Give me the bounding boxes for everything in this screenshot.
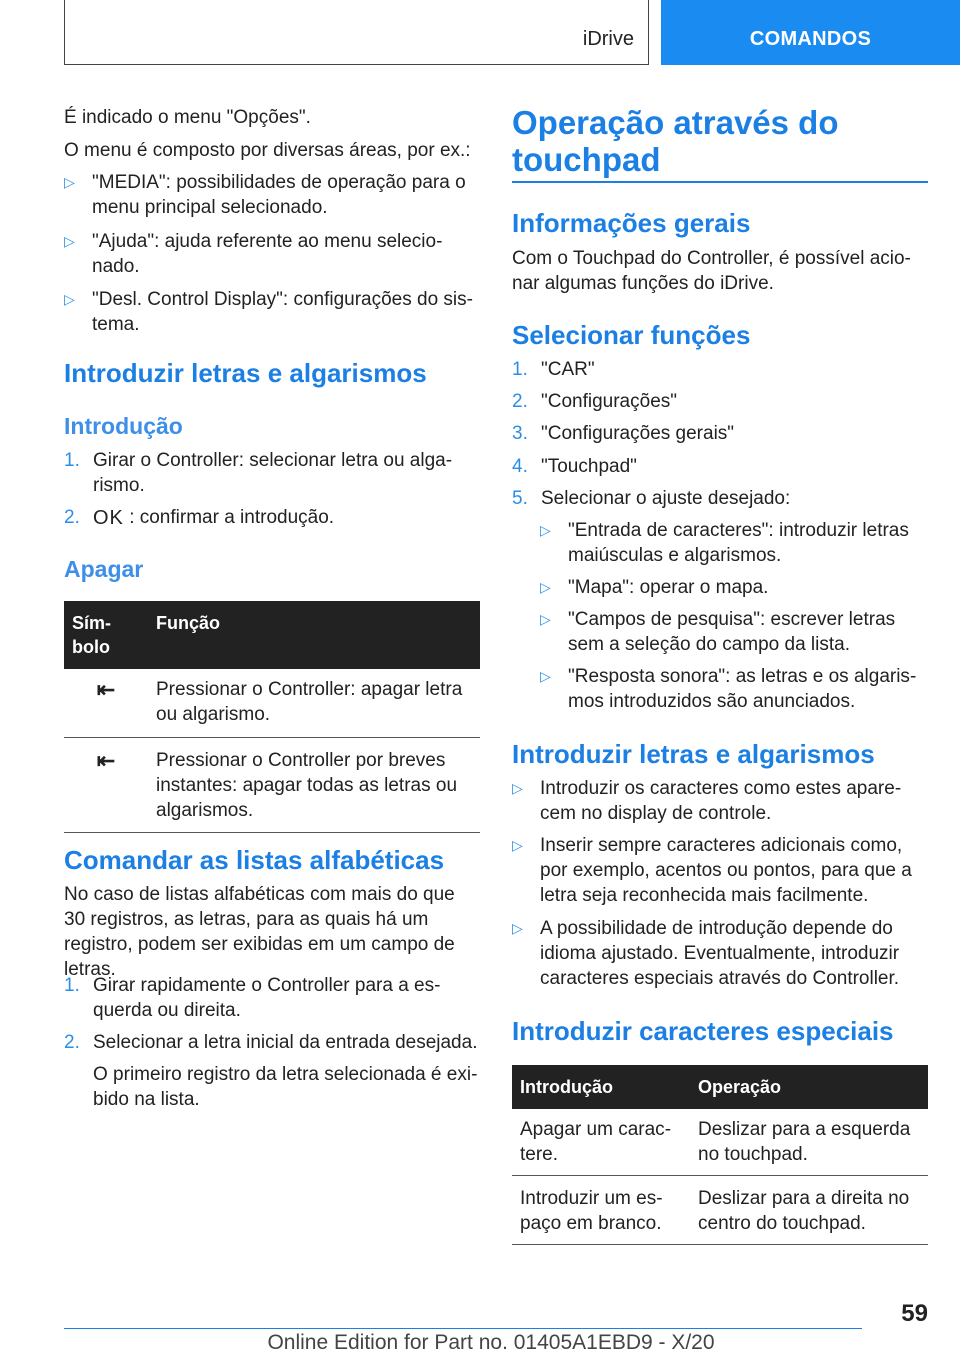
- table-header: Símbolo: [64, 601, 148, 669]
- list-item: ▷ "Desl. Control Display": configurações do sistema.: [64, 289, 473, 335]
- section-heading-special: Introduzir caracteres especiais: [512, 1016, 894, 1046]
- section-heading-info: Informações gerais: [512, 208, 751, 238]
- triangle-bullet-icon: ▷: [64, 291, 75, 307]
- lists-paragraph: No caso de listas alfabéticas com mais do que 30 registros, as letras, para as quais há um registro, podem ser exibidas em um campo de letras.: [64, 884, 455, 980]
- list-item: 2. "Configurações": [512, 391, 678, 412]
- header-chapter-tab: [661, 0, 960, 65]
- subheading-intro: Introdução: [64, 413, 183, 439]
- table-header: Operação: [690, 1065, 928, 1109]
- table-row: [512, 1109, 928, 1176]
- intro-line-2: O menu é composto por diversas áreas, por ex.:: [64, 140, 471, 161]
- table-cell: Pressionar o Controller: apagar letra ou algarismo.: [148, 669, 480, 738]
- list-item: 3. "Configurações gerais": [512, 423, 735, 444]
- list-item: 2. OK : confirmar a introdução.: [64, 507, 335, 529]
- delete-table: [64, 601, 480, 833]
- list-item: 1. Girar rapidamente o Controller para a esquerda ou direita.: [64, 975, 441, 1021]
- table-row: [64, 738, 480, 833]
- special-chars-table: [512, 1065, 928, 1245]
- list-item: ▷ "Mapa": operar o mapa.: [540, 577, 769, 598]
- table-header: Função: [148, 601, 480, 669]
- footer-text: Online Edition for Part no. 01405A1EBD9 - X/20: [267, 1331, 715, 1354]
- triangle-bullet-icon: ▷: [64, 233, 75, 249]
- triangle-bullet-icon: ▷: [64, 174, 75, 190]
- delete-arrow-icon: ⇤: [64, 669, 148, 738]
- title-rule: [512, 181, 928, 183]
- triangle-bullet-icon: ▷: [540, 522, 551, 538]
- table-row: [64, 669, 480, 738]
- list-item: 1. "CAR": [512, 359, 595, 380]
- table-cell: Introduzir um espaço em branco.: [512, 1176, 690, 1245]
- page-number: 59: [901, 1300, 928, 1327]
- header-chapter-label: COMANDOS: [749, 28, 872, 50]
- triangle-bullet-icon: ▷: [512, 780, 523, 796]
- triangle-bullet-icon: ▷: [512, 837, 523, 853]
- list-item: ▷ "Entrada de caracteres": introduzir letras maiúsculas e algarismos.: [540, 520, 909, 566]
- list-item: ▷ "MEDIA": possibilidades de operação para o menu principal selecionado.: [64, 172, 466, 218]
- section-heading-select: Selecionar funções: [512, 320, 751, 350]
- section-heading-lists: Comandar as listas alfabéticas: [64, 845, 445, 875]
- list-item: 5. Selecionar o ajuste desejado:: [512, 488, 791, 509]
- delete-arrow-icon: ⇤: [64, 738, 148, 833]
- table-header: Introdução: [512, 1065, 690, 1109]
- ok-icon: OK: [93, 507, 124, 529]
- list-item: ▷ "Ajuda": ajuda referente ao menu selecionado.: [64, 231, 443, 277]
- lists-note: O primeiro registro da letra selecionada é exibido na lista.: [93, 1064, 478, 1110]
- triangle-bullet-icon: ▷: [512, 920, 523, 936]
- section-heading-letters-right: Introduzir letras e algarismos: [512, 739, 875, 769]
- triangle-bullet-icon: ▷: [540, 579, 551, 595]
- list-item: 1. Girar o Controller: selecionar letra ou algarismo.: [64, 450, 453, 496]
- subheading-delete: Apagar: [64, 556, 144, 582]
- table-cell: Pressionar o Controller por breves instantes: apagar todas as letras ou algarismos.: [148, 738, 480, 833]
- table-cell: Deslizar para a direita no centro do touchpad.: [690, 1176, 928, 1245]
- triangle-bullet-icon: ▷: [540, 668, 551, 684]
- table-row: [512, 1176, 928, 1245]
- table-cell: Deslizar para a esquerda no touchpad.: [690, 1109, 928, 1176]
- header-section-label: iDrive: [582, 28, 634, 50]
- list-item: ▷ "Campos de pesquisa": escrever letras sem a seleção do campo da lista.: [540, 609, 896, 655]
- triangle-bullet-icon: ▷: [540, 611, 551, 627]
- page-title: Operação através do touchpad: [512, 104, 839, 178]
- header-section-tab: [64, 0, 649, 65]
- table-cell: Apagar um caractere.: [512, 1109, 690, 1176]
- info-paragraph: Com o Touchpad do Controller, é possível acionar algumas funções do iDrive.: [512, 248, 911, 294]
- list-item: ▷ Introduzir os caracteres como estes aparecem no display de controle.: [512, 778, 902, 824]
- footer-rule: [64, 1328, 862, 1329]
- list-item: 2. Selecionar a letra inicial da entrada desejada.: [64, 1032, 478, 1053]
- section-heading-letters: Introduzir letras e algarismos: [64, 358, 427, 388]
- list-item: ▷ A possibilidade de introdução depende do idioma ajustado. Eventualmente, introduzir caracteres especiais através do Controller.: [512, 918, 900, 989]
- intro-line-1: É indicado o menu "Opções".: [64, 107, 311, 128]
- list-item: ▷ "Resposta sonora": as letras e os algarismos introduzidos são anunciados.: [540, 666, 917, 712]
- list-item: ▷ Inserir sempre caracteres adicionais como, por exemplo, acentos ou pontos, para que a letra seja reconhecida mais facilmente.: [512, 835, 912, 906]
- list-item: 4. "Touchpad": [512, 456, 637, 477]
